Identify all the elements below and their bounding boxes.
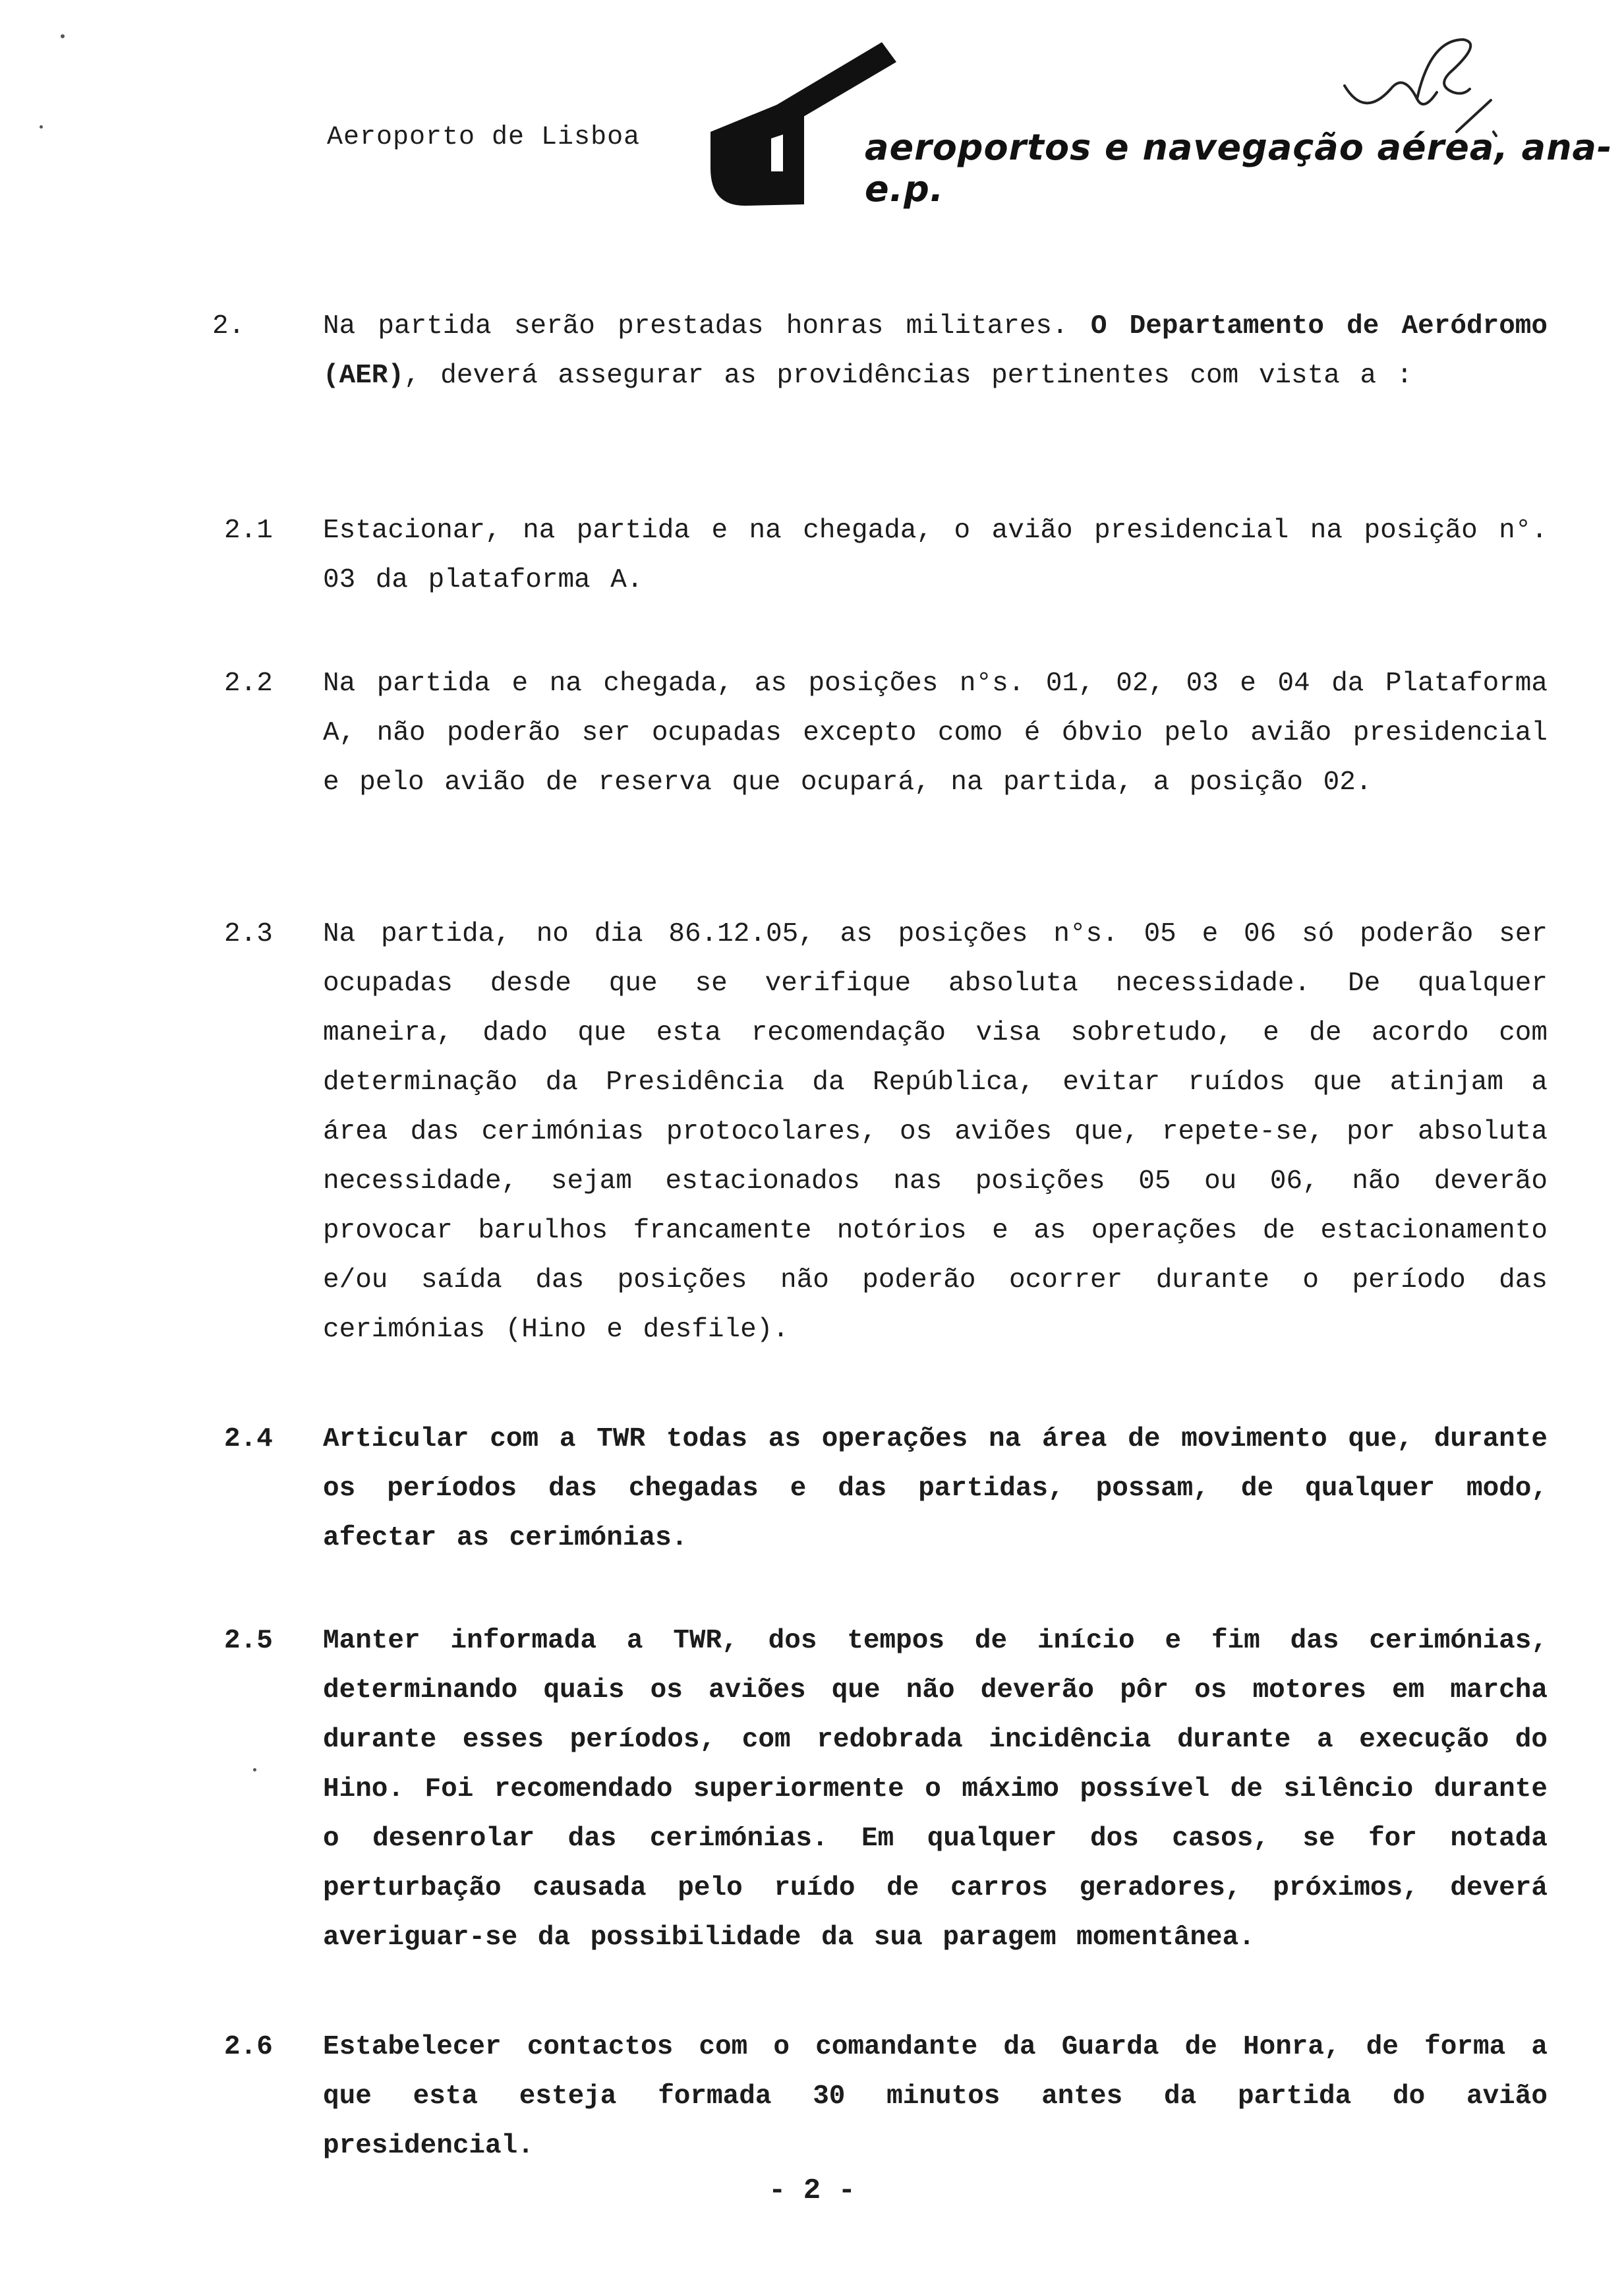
- section-text: Na partida, no dia 86.12.05, as posições n°s. 05 e 06 só poderão ser ocupadas desde que se verifique absoluta necessidade. De qualquer maneira, dado que esta recomendação visa sobretudo, e de acordo com determinação da Presidência da República, evitar ruídos que atinjam a área das cerimónias protocolares, os aviões que, repete-se, por absoluta necessidade, sejam estacionados nas posições 05 ou 06, não deverão provocar barulhos francamente notórios e as operações de estacionamento e/ou saída das posições não poderão ocorrer durante o período das cerimónias (Hino e desfile).: [323, 919, 1548, 1345]
- scan-speck: [40, 125, 43, 129]
- section-text: Estabelecer contactos com o comandante da Guarda de Honra, de forma a que esta esteja formada 30 minutos antes da partida do avião presidencial.: [323, 2032, 1548, 2161]
- scan-speck: [253, 1768, 256, 1771]
- section-2-4: [224, 1415, 1548, 1563]
- section-2-1: [224, 506, 1548, 605]
- handwritten-signature-icon: [1338, 26, 1509, 155]
- organization-name: aeroportos e navegação aérea, ana-e.p.: [865, 127, 1613, 210]
- section-text: Articular com a TWR todas as operações na área de movimento que, durante os períodos das chegadas e das partidas, possam, de qualquer modo, afectar as cerimónias.: [323, 1424, 1548, 1553]
- section-number: 2.5: [224, 1626, 273, 1656]
- section-2-5: [224, 1617, 1548, 1963]
- section-text: Estacionar, na partida e na chegada, o avião presidencial na posição n°. 03 da plataforma A.: [323, 516, 1548, 595]
- section-text-rest: , deverá assegurar as providências pertinentes com vista a :: [404, 361, 1413, 391]
- section-number: 2.2: [224, 669, 273, 699]
- section-number: 2.4: [224, 1424, 273, 1454]
- section-number: 2.: [212, 311, 245, 342]
- section-2-6: [224, 2023, 1548, 2171]
- section-number: 2.1: [224, 516, 273, 546]
- section-text: Na partida e na chegada, as posições n°s. 01, 02, 03 e 04 da Plataforma A, não poderão ser ocupadas excepto como é óbvio pelo avião presidencial e pelo avião de reserva que ocupará, na partida, a posição 02.: [323, 669, 1548, 798]
- section-number: 2.3: [224, 919, 273, 949]
- scan-speck: [61, 34, 65, 38]
- section-2: [212, 302, 1548, 401]
- section-text-bold: O Departamento de Aeródromo (AER): [323, 311, 1548, 391]
- section-number: 2.6: [224, 2032, 273, 2062]
- section-text: Manter informada a TWR, dos tempos de início e fim das cerimónias, determinando quais os aviões que não deverão pôr os motores em marcha durante esses períodos, com redobrada incidência durante a execução do Hino. Foi recomendado superiormente o máximo possível de silêncio durante o desenrolar das cerimónias. Em qualquer dos casos, se for notada perturbação causada pelo ruído de carros geradores, próximos, deverá averiguar-se da possibilidade da sua paragem momentânea.: [323, 1626, 1548, 1953]
- page-number: - 2 -: [768, 2174, 856, 2207]
- section-text-intro: Na partida serão prestadas honras militares.: [323, 311, 1091, 342]
- section-2-2: [224, 659, 1548, 808]
- section-2-3: [224, 910, 1548, 1355]
- airport-name: Aeroporto de Lisboa: [327, 123, 641, 152]
